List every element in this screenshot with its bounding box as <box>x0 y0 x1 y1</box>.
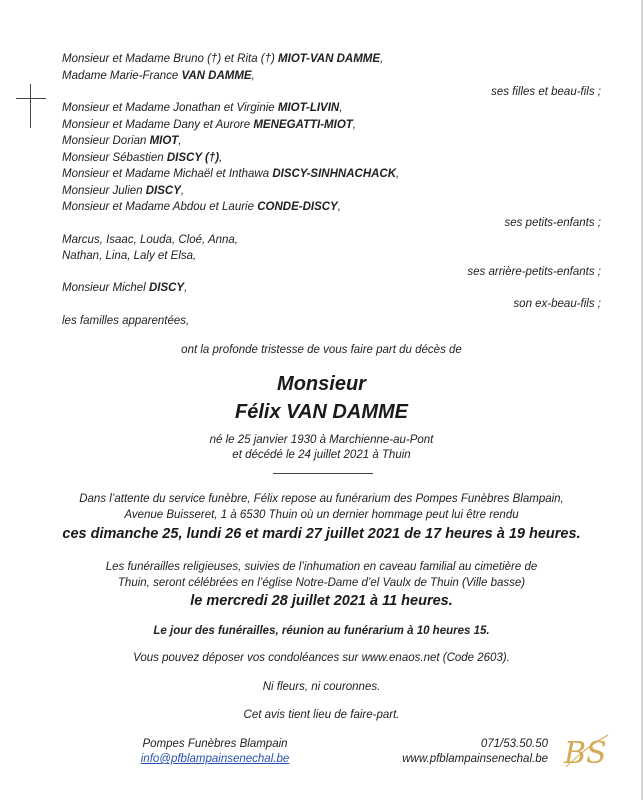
deceased-title: Monsieur <box>277 373 366 395</box>
great-grandchildren-line-2: Nathan, Lina, Laly et Elsa, <box>62 250 197 262</box>
grandchild-line: Monsieur Julien DISCY, <box>62 185 185 197</box>
cross-icon <box>16 84 46 128</box>
blampain-logo-icon <box>560 727 612 775</box>
divider <box>273 473 373 474</box>
grandchild-line: Monsieur Sébastien DISCY (†), <box>62 152 223 164</box>
announcement: ont la profonde tristesse de vous faire part du décès de <box>181 344 462 356</box>
visitation-dates: ces dimanche 25, lundi 26 et mardi 27 juillet 2021 de 17 heures à 19 heures. <box>62 526 581 542</box>
families-line: les familles apparentées, <box>62 315 190 327</box>
birth-line: né le 25 janvier 1930 à Marchienne-au-Pont <box>209 434 434 446</box>
visitation-line-2: Avenue Buisseret, 1 à 6530 Thuin où un dernier hommage peut lui être rendu <box>124 509 519 521</box>
footer-email-wrap <box>0 752 400 766</box>
grandchild-line: Monsieur et Madame Jonathan et Virginie MIOT-LIVIN, <box>62 102 343 114</box>
footer-email-link[interactable]: info@pfblampainsenechal.be <box>140 753 290 765</box>
role-ex-son-in-law: son ex-beau-fils ; <box>513 298 601 310</box>
funeral-date: le mercredi 28 juillet 2021 à 11 heures. <box>190 593 453 609</box>
role-daughters: ses filles et beau-fils ; <box>491 86 601 98</box>
grandchild-line: Monsieur et Madame Dany et Aurore MENEGATTI-MIOT, <box>62 119 356 131</box>
notice-line: Cet avis tient lieu de faire-part. <box>243 709 400 721</box>
footer-company: Pompes Funèbres Blampain <box>142 738 288 750</box>
svg-text:BS: BS <box>564 736 607 771</box>
visitation-line-1: Dans l’attente du service funèbre, Félix repose au funérarium des Pompes Funèbres Blampain, <box>79 493 564 505</box>
ex-son-in-law-line: Monsieur Michel DISCY, <box>62 282 188 294</box>
grandchild-line: Monsieur et Madame Michaël et Inthawa DISCY-SINHNACHACK, <box>62 168 400 180</box>
grandchild-line: Monsieur et Madame Abdou et Laurie CONDE-DISCY, <box>62 201 341 213</box>
family-line-1: Monsieur et Madame Bruno (†) et Rita (†) MIOT-VAN DAMME, <box>62 53 384 65</box>
role-grandchildren: ses petits-enfants ; <box>504 217 601 229</box>
condolences-line: Vous pouvez déposer vos condoléances sur www.enaos.net (Code 2603). <box>133 652 510 664</box>
footer-phone: 071/53.50.50 <box>480 738 548 750</box>
funeral-line-1: Les funérailles religieuses, suivies de l’inhumation en caveau familial au cimetière de <box>105 561 538 573</box>
family-line-2: Madame Marie-France VAN DAMME, <box>62 70 255 82</box>
grandchild-line: Monsieur Dorian MIOT, <box>62 135 182 147</box>
no-flowers-line: Ni fleurs, ni couronnes. <box>262 681 381 693</box>
funeral-line-2: Thuin, seront célébrées en l’église Notre-Dame d’el Vaulx de Thuin (Ville basse) <box>117 577 526 589</box>
role-great-grandchildren: ses arrière-petits-enfants ; <box>467 266 601 278</box>
meeting-line: Le jour des funérailles, réunion au funérarium à 10 heures 15. <box>153 625 490 637</box>
great-grandchildren-line-1: Marcus, Isaac, Louda, Cloé, Anna, <box>62 234 239 246</box>
death-line: et décédé le 24 juillet 2021 à Thuin <box>232 449 411 461</box>
footer-website: www.pfblampainsenechal.be <box>402 753 548 765</box>
deceased-name: Félix VAN DAMME <box>235 401 408 423</box>
